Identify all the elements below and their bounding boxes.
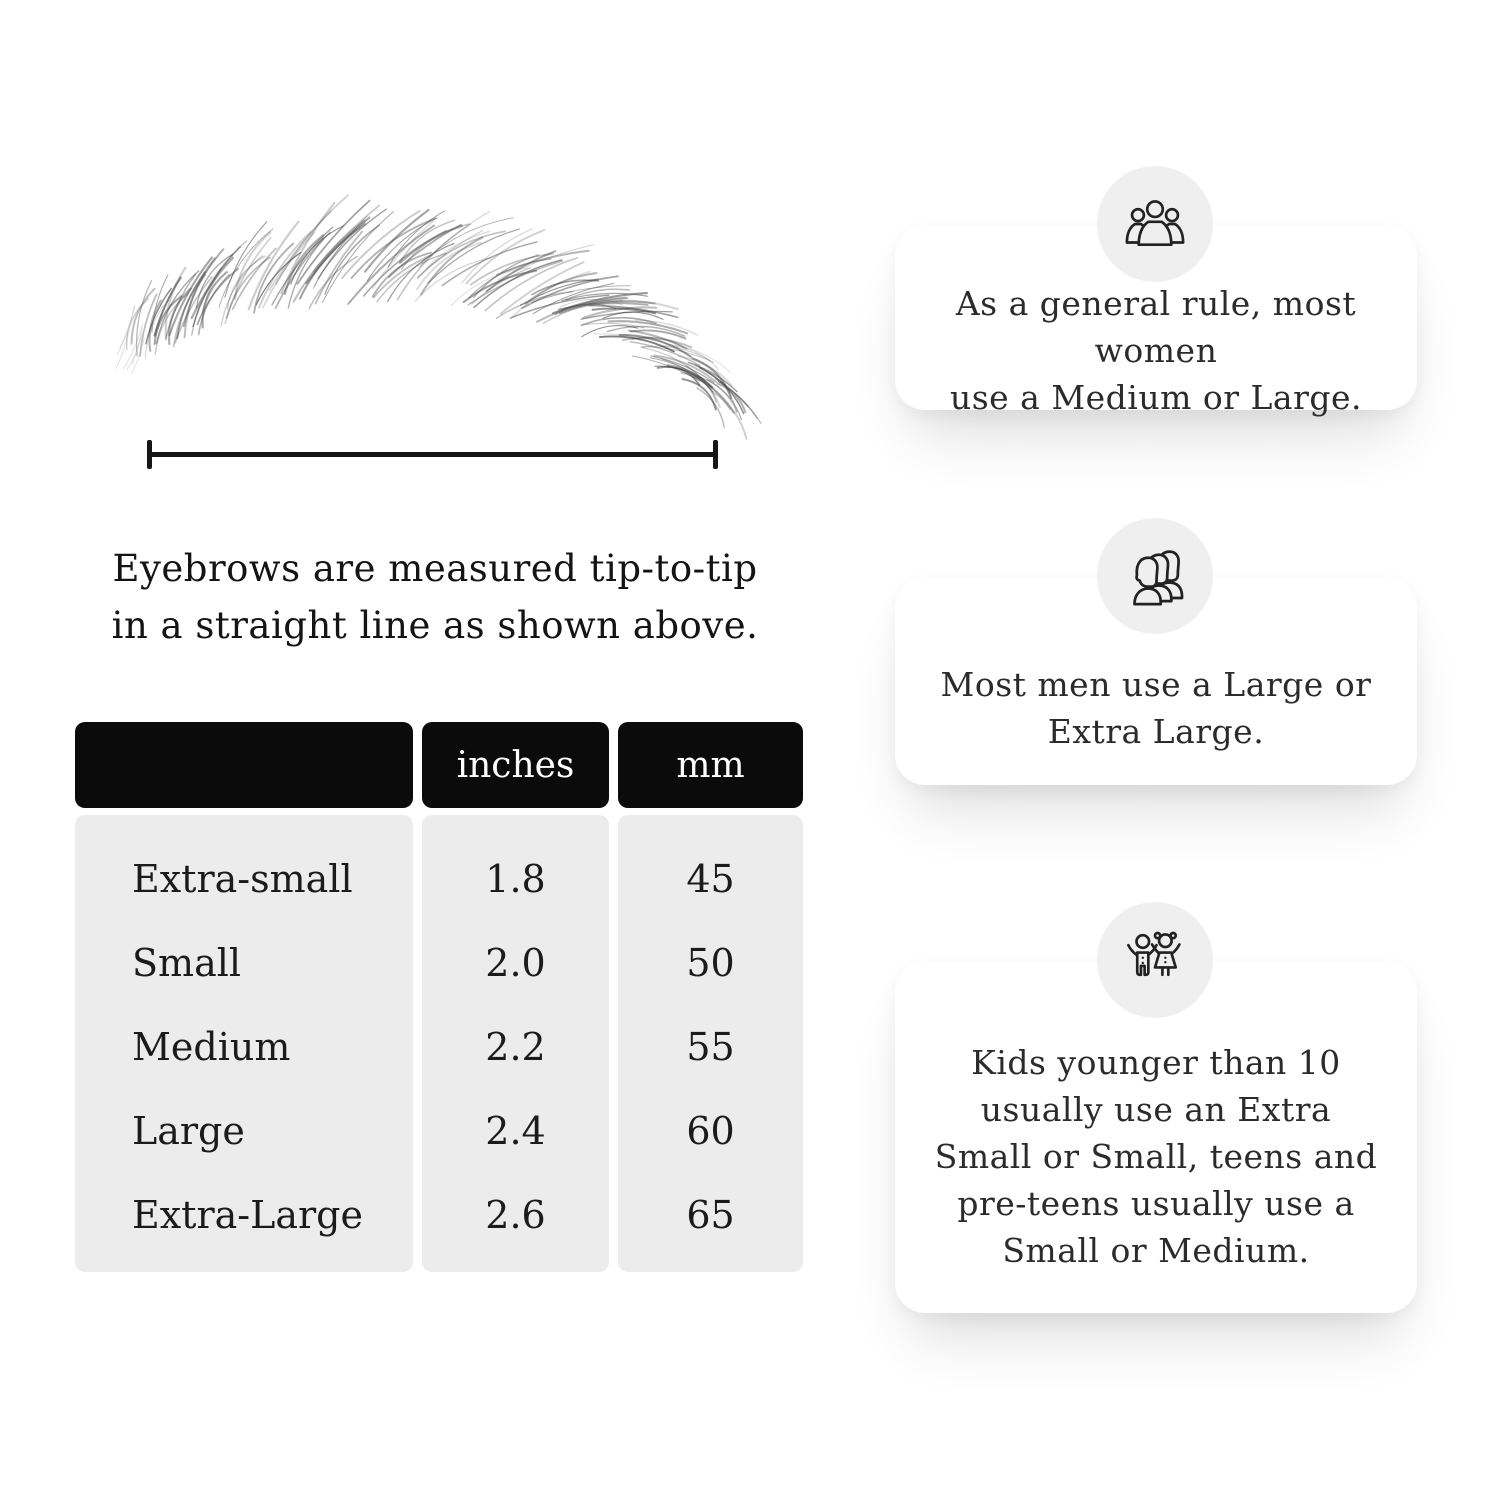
- size-label: Large: [132, 1109, 245, 1153]
- tip-card-women-text: As a general rule, most women use a Medium or Large.: [949, 283, 1363, 417]
- caption-line-1: Eyebrows are measured tip-to-tip: [112, 547, 758, 590]
- tip-card-women-badge: [1097, 166, 1213, 282]
- size-label: Extra-Large: [132, 1193, 363, 1237]
- men-group-icon: [1117, 538, 1193, 614]
- table-column-inches: [422, 815, 609, 1272]
- mm-value: 60: [686, 1109, 735, 1153]
- size-label: Extra-small: [132, 857, 353, 901]
- eyebrow-illustration: [110, 235, 730, 420]
- table-header-size: [75, 722, 413, 808]
- mm-value: 50: [686, 941, 735, 985]
- mm-value: 65: [686, 1193, 735, 1237]
- size-label: Small: [132, 941, 242, 985]
- inches-value: 2.6: [485, 1193, 546, 1237]
- inches-value: 2.2: [485, 1025, 546, 1069]
- size-label: Medium: [132, 1025, 291, 1069]
- tip-card-men-text: Most men use a Large or Extra Large.: [940, 664, 1372, 751]
- measurement-line-bar: [150, 452, 715, 457]
- mm-value: 55: [686, 1025, 735, 1069]
- table-column-size: [75, 815, 413, 1272]
- inches-value: 2.0: [485, 941, 546, 985]
- mm-value: 45: [686, 857, 735, 901]
- measurement-caption: [110, 540, 760, 654]
- caption-line-2: in a straight line as shown above.: [111, 604, 759, 647]
- tip-card-men-badge: [1097, 518, 1213, 634]
- table-header-inches: inches: [422, 722, 609, 808]
- measurement-line-right-cap: [713, 440, 718, 469]
- tip-card-kids-text: Kids younger than 10 usually use an Extra Small or Small, teens and pre-teens usually use a Small or Medium.: [934, 1043, 1378, 1270]
- inches-value: 2.4: [485, 1109, 546, 1153]
- inches-value: 1.8: [485, 857, 546, 901]
- eyebrow-sketch-svg: [110, 235, 730, 420]
- table-column-mm: [618, 815, 803, 1272]
- kids-icon: [1118, 923, 1192, 997]
- table-header-mm: mm: [618, 722, 803, 808]
- women-group-icon: [1118, 187, 1192, 261]
- tip-card-kids-badge: [1097, 902, 1213, 1018]
